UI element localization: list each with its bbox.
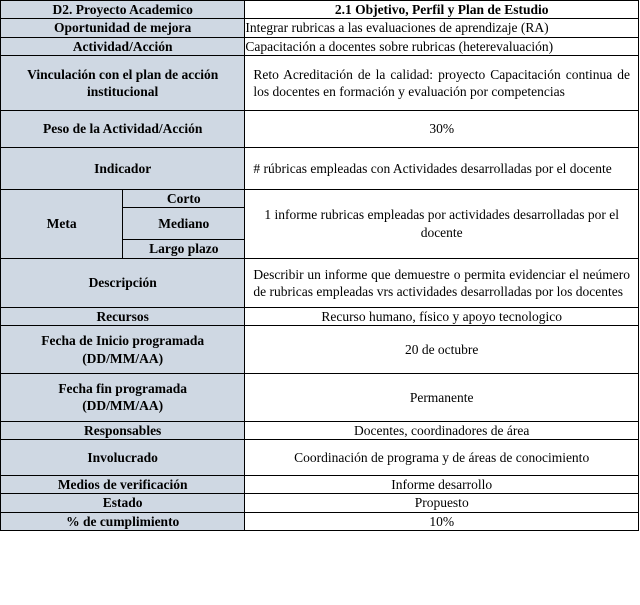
row-label-fecha-inicio — [1, 326, 245, 374]
row-label-estado: Estado — [1, 494, 245, 512]
header-left-cell: D2. Proyecto Academico — [1, 1, 245, 19]
table-row — [1, 147, 639, 189]
meta-sublabel-corto: Corto — [123, 189, 245, 207]
row-value-meta: 1 informe rubricas empleadas por actividades desarrolladas por el docente — [245, 189, 639, 258]
meta-sublabel-largo-plazo: Largo plazo — [123, 240, 245, 258]
row-value-actividad-accion: Capacitación a docentes sobre rubricas (heterevaluación) — [245, 37, 639, 55]
row-label-oportunidad-de-mejora: Oportunidad de mejora — [1, 19, 245, 37]
row-label-responsables: Responsables — [1, 421, 245, 439]
row-value-fecha-inicio: 20 de octubre — [245, 326, 639, 374]
table-row — [1, 476, 639, 494]
table-row — [1, 111, 639, 147]
row-value-porcentaje-cumplimiento: 10% — [245, 512, 639, 530]
row-value-indicador: # rúbricas empleadas con Actividades desarrolladas por el docente — [245, 147, 639, 189]
row-label-peso: Peso de la Actividad/Acción — [1, 111, 245, 147]
row-label-vinculacion: Vinculación con el plan de acción institucional — [1, 55, 245, 111]
row-label-fecha-inicio-line2: (DD/MM/AA) — [82, 350, 164, 366]
row-label-medios-verificacion: Medios de verificación — [1, 476, 245, 494]
row-label-porcentaje-cumplimiento: % de cumplimiento — [1, 512, 245, 530]
table-row — [1, 326, 639, 374]
header-right-cell: 2.1 Objetivo, Perfil y Plan de Estudio — [245, 1, 639, 19]
table-row — [1, 37, 639, 55]
table-row — [1, 258, 639, 308]
row-value-recursos: Recurso humano, físico y apoyo tecnologico — [245, 308, 639, 326]
row-label-recursos: Recursos — [1, 308, 245, 326]
table-row-meta-corto — [1, 189, 639, 207]
row-label-descripcion: Descripción — [1, 258, 245, 308]
meta-sublabel-mediano: Mediano — [123, 208, 245, 240]
row-value-peso: 30% — [245, 111, 639, 147]
row-label-meta: Meta — [1, 189, 123, 258]
table-row — [1, 55, 639, 111]
table-row — [1, 512, 639, 530]
row-value-estado: Propuesto — [245, 494, 639, 512]
row-label-actividad-accion: Actividad/Acción — [1, 37, 245, 55]
row-value-involucrado: Coordinación de programa y de áreas de conocimiento — [245, 439, 639, 475]
table-row — [1, 494, 639, 512]
row-value-oportunidad-de-mejora: Integrar rubricas a las evaluaciones de aprendizaje (RA) — [245, 19, 639, 37]
row-value-vinculacion: Reto Acreditación de la calidad: proyecto Capacitación continua de los docentes en formación y evaluación por competencias — [245, 55, 639, 111]
row-label-involucrado: Involucrado — [1, 439, 245, 475]
table-row — [1, 19, 639, 37]
row-label-fecha-inicio-line1: Fecha de Inicio programada — [41, 333, 205, 349]
row-label-fecha-fin — [1, 373, 245, 421]
row-value-fecha-fin: Permanente — [245, 373, 639, 421]
row-label-fecha-fin-line2: (DD/MM/AA) — [82, 398, 164, 414]
table-row — [1, 373, 639, 421]
row-label-indicador: Indicador — [1, 147, 245, 189]
row-label-fecha-fin-line1: Fecha fin programada — [58, 380, 188, 396]
table-row — [1, 421, 639, 439]
table-row — [1, 439, 639, 475]
table-row — [1, 308, 639, 326]
row-value-responsables: Docentes, coordinadores de área — [245, 421, 639, 439]
row-value-descripcion: Describir un informe que demuestre o permita evidenciar el neúmero de rubricas empleadas vrs actividades desarrolladas por los docentes — [245, 258, 639, 308]
table-header-row — [1, 1, 639, 19]
row-value-medios-verificacion: Informe desarrollo — [245, 476, 639, 494]
